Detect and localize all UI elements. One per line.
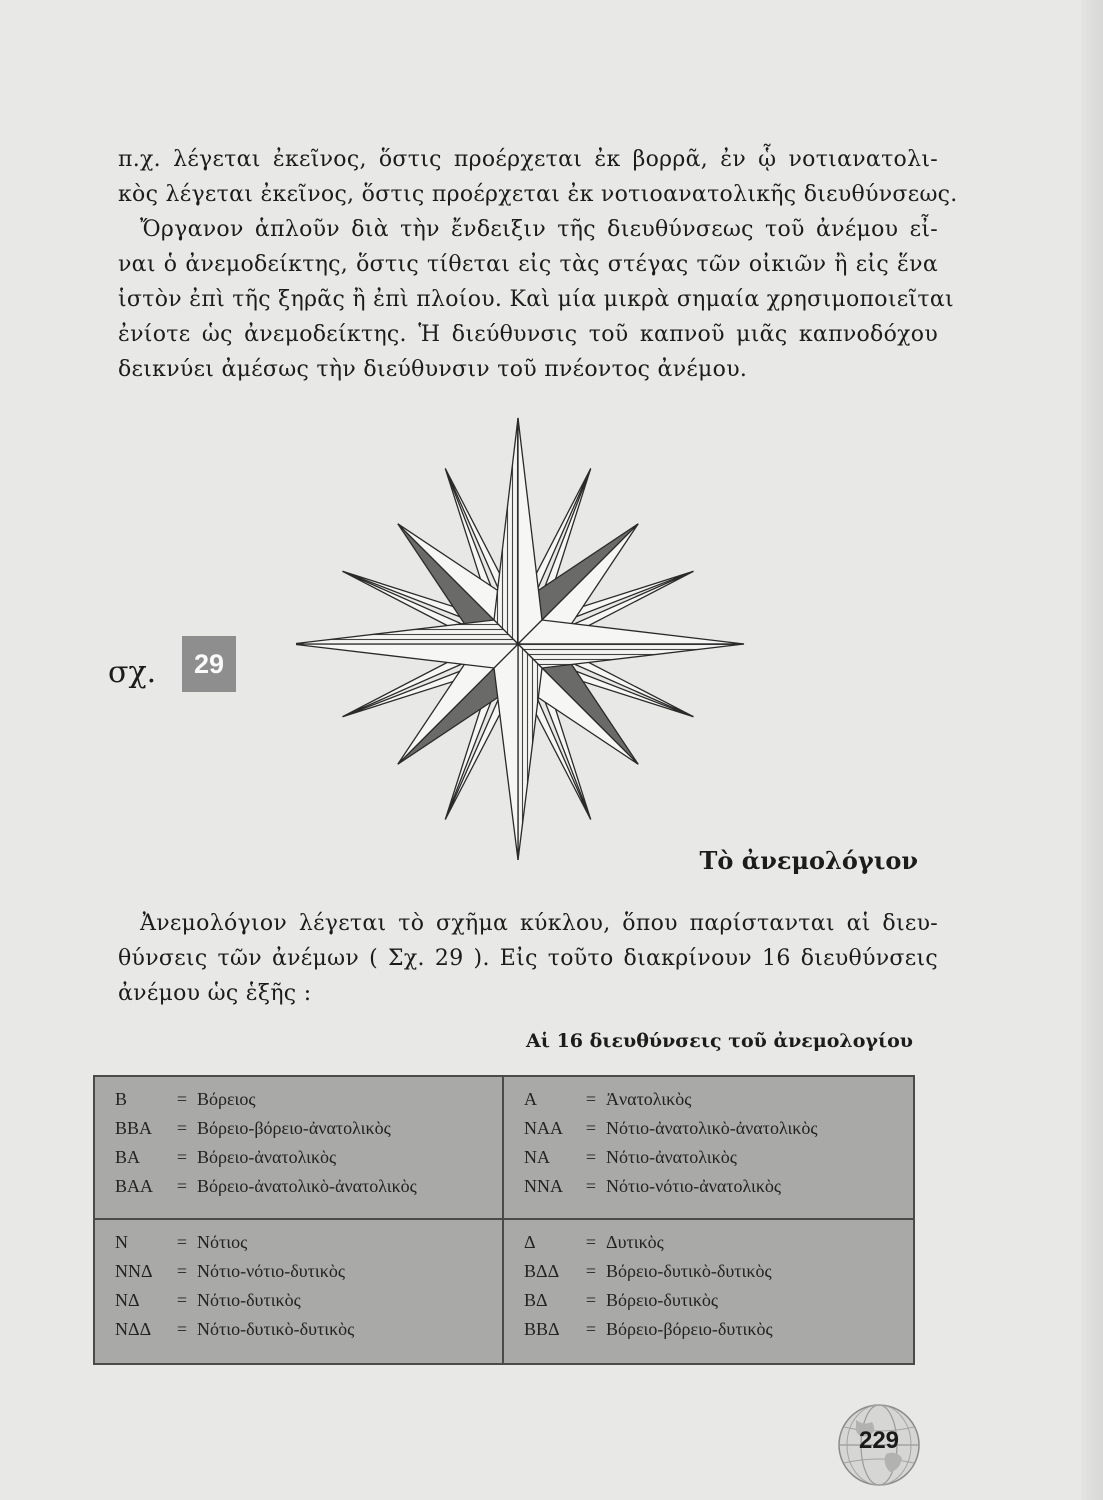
text-line: ναι ὁ ἀνεμοδείκτης, ὅστις τίθεται εἰς τὰς στέγας τῶν οἰκιῶν ἢ εἰς ἕνα [118,252,938,277]
equals-sign: = [176,1089,188,1109]
direction-abbr: ΝΑΑ [524,1118,563,1138]
direction-abbr: ΒΒΑ [115,1118,153,1138]
direction-name: Βόρειο-δυτικὸ-δυτικὸς [606,1261,772,1281]
direction-abbr: ΒΒΔ [524,1319,560,1339]
direction-abbr: ΒΑΑ [115,1176,154,1196]
direction-abbr: ΝΑ [524,1147,550,1167]
text-line: π.χ. λέγεται ἐκεῖνος, ὅστις προέρχεται ἐκ βορρᾶ, ἐν ᾧ νοτιανατολι- [118,147,938,172]
text-line: Ἀνεμολόγιον λέγεται τὸ σχῆμα κύκλου, ὅπου παρίστανται αἱ διευ- [140,911,938,936]
direction-name: Νότιος [197,1232,248,1252]
equals-sign: = [585,1232,597,1252]
table-group-south [95,1220,504,1363]
table-row [524,1257,913,1286]
table-group-west [504,1220,913,1363]
direction-name: Βόρειο-ἀνατολικὸ-ἀνατολικὸς [197,1176,417,1196]
text-line: θύνσεις τῶν ἀνέμων ( Σχ. 29 ). Εἰς τοῦτο διακρίνουν 16 διευθύνσεις [118,946,938,971]
direction-name: Νότιο-νότιο-δυτικὸς [197,1261,345,1281]
compass-rose-diagram [296,408,746,860]
direction-name: Νότιο-δυτικὸ-δυτικὸς [197,1319,355,1339]
table-row [115,1172,502,1201]
direction-abbr: Ν [115,1232,128,1252]
equals-sign: = [585,1290,597,1310]
equals-sign: = [176,1261,188,1281]
equals-sign: = [585,1176,597,1196]
wind-directions-table [93,1075,915,1365]
page-edge-shadow [1081,0,1103,1500]
intro-paragraph [118,142,958,387]
text-line: δεικνύει ἀμέσως τὴν διεύθυνσιν τοῦ πνέοντος ἀνέμου. [118,357,748,382]
direction-abbr: ΝΝΑ [524,1176,563,1196]
direction-name: Βόρειο-δυτικὸς [606,1290,719,1310]
text-line: ἱστὸν ἐπὶ τῆς ξηρᾶς ἢ ἐπὶ πλοίου. Καὶ μία μικρὰ σημαία χρησιμοποιεῖται [118,287,954,312]
equals-sign: = [176,1319,188,1339]
section-heading: Τὸ ἀνεμολόγιον [699,846,918,875]
direction-abbr: ΝΝΔ [115,1261,153,1281]
equals-sign: = [176,1232,188,1252]
direction-abbr: Β [115,1089,128,1109]
cardinal-point-left-half [494,418,518,644]
direction-abbr: ΒΔΔ [524,1261,560,1281]
equals-sign: = [176,1118,188,1138]
direction-abbr: Α [524,1089,537,1109]
equals-sign: = [585,1319,597,1339]
figure-number-badge: 29 [182,636,236,692]
text-line: κὸς λέγεται ἐκεῖνος, ὅστις προέρχεται ἐκ νοτιοανατολικῆς διευθύνσεως. [118,182,958,207]
cardinal-point-left-half [518,620,744,644]
direction-name: Νότιο-νότιο-ἀνατολικὸς [606,1176,782,1196]
equals-sign: = [585,1118,597,1138]
table-row [115,1286,502,1315]
direction-name: Νότιο-δυτικὸς [197,1290,301,1310]
direction-abbr: ΒΔ [524,1290,548,1310]
equals-sign: = [585,1147,597,1167]
direction-name: Ἀνατολικὸς [606,1089,692,1109]
definition-paragraph [118,906,938,1011]
table-row [115,1114,502,1143]
cardinal-point-right-half [494,644,518,860]
table-caption: Αἱ 16 διευθύνσεις τοῦ ἀνεμολογίου [526,1030,913,1052]
table-row [524,1143,913,1172]
table-row [115,1315,502,1344]
page-number-area [836,1402,922,1488]
table-row [115,1085,502,1114]
cardinal-point-right-half [518,644,744,668]
direction-abbr: Δ [524,1232,536,1252]
direction-name: Βόρειο-βόρειο-ἀνατολικὸς [197,1118,391,1138]
page-number: 229 [858,1427,900,1454]
table-row [524,1085,913,1114]
text-line: ἀνέμου ὡς ἑξῆς : [118,981,312,1006]
text-line: ἐνίοτε ὡς ἀνεμοδείκτης. Ἡ διεύθυνσις τοῦ καπνοῦ μιᾶς καπνοδόχου [118,322,938,347]
equals-sign: = [176,1290,188,1310]
text-line: Ὄργανον ἁπλοῦν διὰ τὴν ἔνδειξιν τῆς διευθύνσεως τοῦ ἀνέμου εἶ- [140,217,938,242]
table-group-east [504,1077,913,1220]
direction-abbr: ΒΑ [115,1147,141,1167]
equals-sign: = [176,1176,188,1196]
table-row [524,1315,913,1344]
cardinal-point-right-half [518,418,542,644]
table-row [524,1228,913,1257]
table-row [524,1114,913,1143]
direction-abbr: ΝΔ [115,1290,140,1310]
direction-name: Βόρειο-βόρειο-δυτικὸς [606,1319,773,1339]
cardinal-point-right-half [296,620,518,644]
direction-name: Βόρειος [197,1089,256,1109]
table-row [524,1172,913,1201]
equals-sign: = [585,1261,597,1281]
direction-name: Βόρειο-ἀνατολικὸς [197,1147,337,1167]
direction-abbr: ΝΔΔ [115,1319,152,1339]
cardinal-point-left-half [296,644,518,668]
table-row [115,1228,502,1257]
direction-name: Δυτικὸς [606,1232,664,1252]
figure-label: σχ. [108,655,157,690]
table-row [115,1143,502,1172]
equals-sign: = [585,1089,597,1109]
equals-sign: = [176,1147,188,1167]
table-row [524,1286,913,1315]
table-group-north [95,1077,504,1220]
rose-figure-group [296,418,744,860]
cardinal-point-left-half [518,644,542,860]
table-row [115,1257,502,1286]
direction-name: Νότιο-ἀνατολικὸς [606,1147,737,1167]
direction-name: Νότιο-ἀνατολικὸ-ἀνατολικὸς [606,1118,818,1138]
